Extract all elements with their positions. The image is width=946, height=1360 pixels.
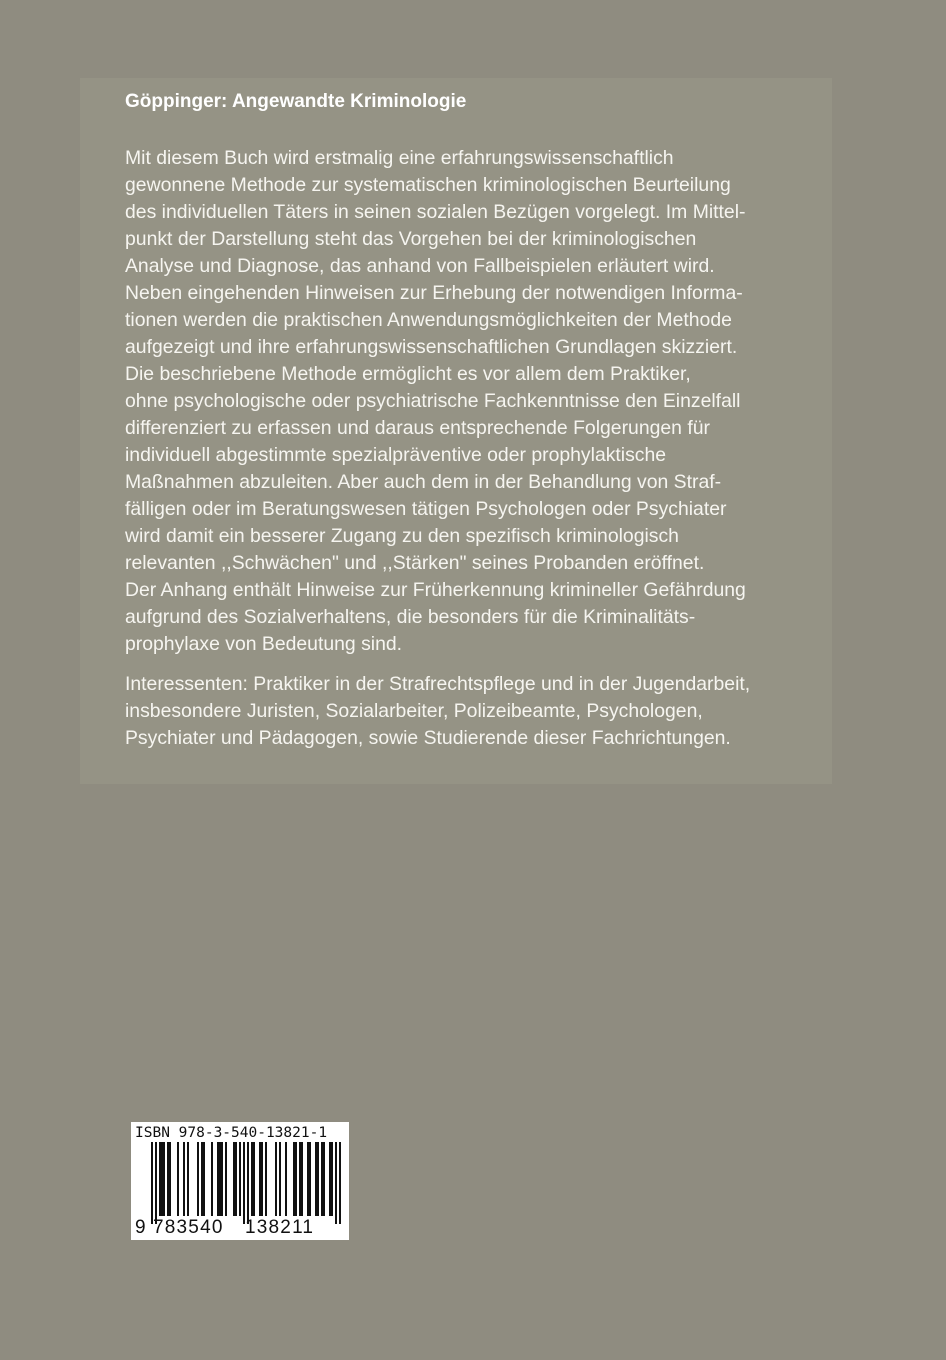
barcode-bar [279, 1142, 281, 1216]
isbn-barcode [131, 1122, 349, 1240]
barcode-guard-bar [335, 1142, 337, 1224]
description-line: differenziert zu erfassen und daraus entsprechende Folgerungen für [125, 417, 710, 439]
interessenten-line: insbesondere Juristen, Sozialarbeiter, Polizeibeamte, Psychologen, [125, 700, 703, 722]
description-line: fälligen oder im Beratungswesen tätigen Psychologen oder Psychiater [125, 498, 727, 520]
book-title: Göppinger: Angewandte Kriminologie [125, 91, 467, 112]
barcode-bar [285, 1142, 287, 1216]
description-line: des individuellen Täters in seinen sozialen Bezügen vorgelegt. Im Mittel- [125, 201, 746, 223]
barcode-bar [187, 1142, 189, 1216]
description-line: prophylaxe von Bedeutung sind. [125, 633, 403, 655]
description-line: wird damit ein besserer Zugang zu den spezifisch kriminologisch [125, 525, 679, 547]
description-line: aufgrund des Sozialverhaltens, die besonders für die Kriminalitäts- [125, 606, 696, 628]
ean-left-group: 783540 [153, 1217, 224, 1238]
barcode-bar [211, 1142, 213, 1216]
ean-right-group: 138211 [245, 1217, 315, 1238]
barcode-bar [293, 1142, 297, 1216]
description-line: relevanten ,,Schwächen" und ,,Stärken" seines Probanden eröffnet. [125, 552, 705, 574]
description-line: ohne psychologische oder psychiatrische Fachkenntnisse den Einzelfall [125, 390, 741, 412]
barcode-guard-bar [339, 1142, 341, 1224]
barcode-bar [321, 1142, 325, 1216]
barcode-bar [197, 1142, 199, 1216]
barcode-bar [225, 1142, 227, 1216]
barcode-bar [307, 1142, 311, 1216]
description-line: punkt der Darstellung steht das Vorgehen bei der kriminologischen [125, 228, 697, 250]
barcode-bar [217, 1142, 223, 1216]
description-line: Neben eingehenden Hinweisen zur Erhebung der notwendigen Informa- [125, 282, 743, 304]
description-line: tionen werden die praktischen Anwendungsmöglichkeiten der Methode [125, 309, 732, 331]
isbn-label: ISBN 978-3-540-13821-1 [135, 1125, 328, 1141]
description-line: individuell abgestimmte spezialpräventive oder prophylaktische [125, 444, 667, 466]
barcode-bar [201, 1142, 205, 1216]
barcode-bar [265, 1142, 267, 1216]
barcode-bar [233, 1142, 237, 1216]
interessenten-line: Psychiater und Pädagogen, sowie Studierende dieser Fachrichtungen. [125, 727, 731, 749]
barcode-bar [239, 1142, 241, 1216]
description-line: gewonnene Methode zur systematischen kriminologischen Beurteilung [125, 174, 731, 196]
barcode-bar [329, 1142, 333, 1216]
barcode-bar [275, 1142, 277, 1216]
description-line: Maßnahmen abzuleiten. Aber auch dem in der Behandlung von Straf- [125, 471, 722, 493]
barcode-guard-bar [151, 1142, 153, 1224]
description-line: aufgezeigt und ihre erfahrungswissenschaftlichen Grundlagen skizziert. [125, 336, 738, 358]
barcode-bar [259, 1142, 263, 1216]
description-line: Der Anhang enthält Hinweise zur Früherkennung krimineller Gefährdung [125, 579, 746, 601]
barcode-guard-bar [155, 1142, 157, 1224]
barcode-bar [167, 1142, 171, 1216]
barcode-guard-bar [243, 1142, 245, 1224]
description-line: Mit diesem Buch wird erstmalig eine erfahrungswissenschaftlich [125, 147, 674, 169]
description-line: Die beschriebene Methode ermöglicht es vor allem dem Praktiker, [125, 363, 691, 385]
description-line: Analyse und Diagnose, das anhand von Fallbeispielen erläutert wird. [125, 255, 715, 277]
ean-first-digit: 9 [135, 1217, 146, 1238]
barcode-bar [251, 1142, 255, 1216]
barcode-guard-bar [247, 1142, 249, 1224]
barcode-bar [177, 1142, 179, 1216]
barcode-bar [315, 1142, 319, 1216]
barcode-bar [183, 1142, 185, 1216]
barcode-bar [159, 1142, 165, 1216]
barcode-bar [299, 1142, 303, 1216]
interessenten-line: Interessenten: Praktiker in der Strafrechtspflege und in der Jugendarbeit, [125, 673, 751, 695]
